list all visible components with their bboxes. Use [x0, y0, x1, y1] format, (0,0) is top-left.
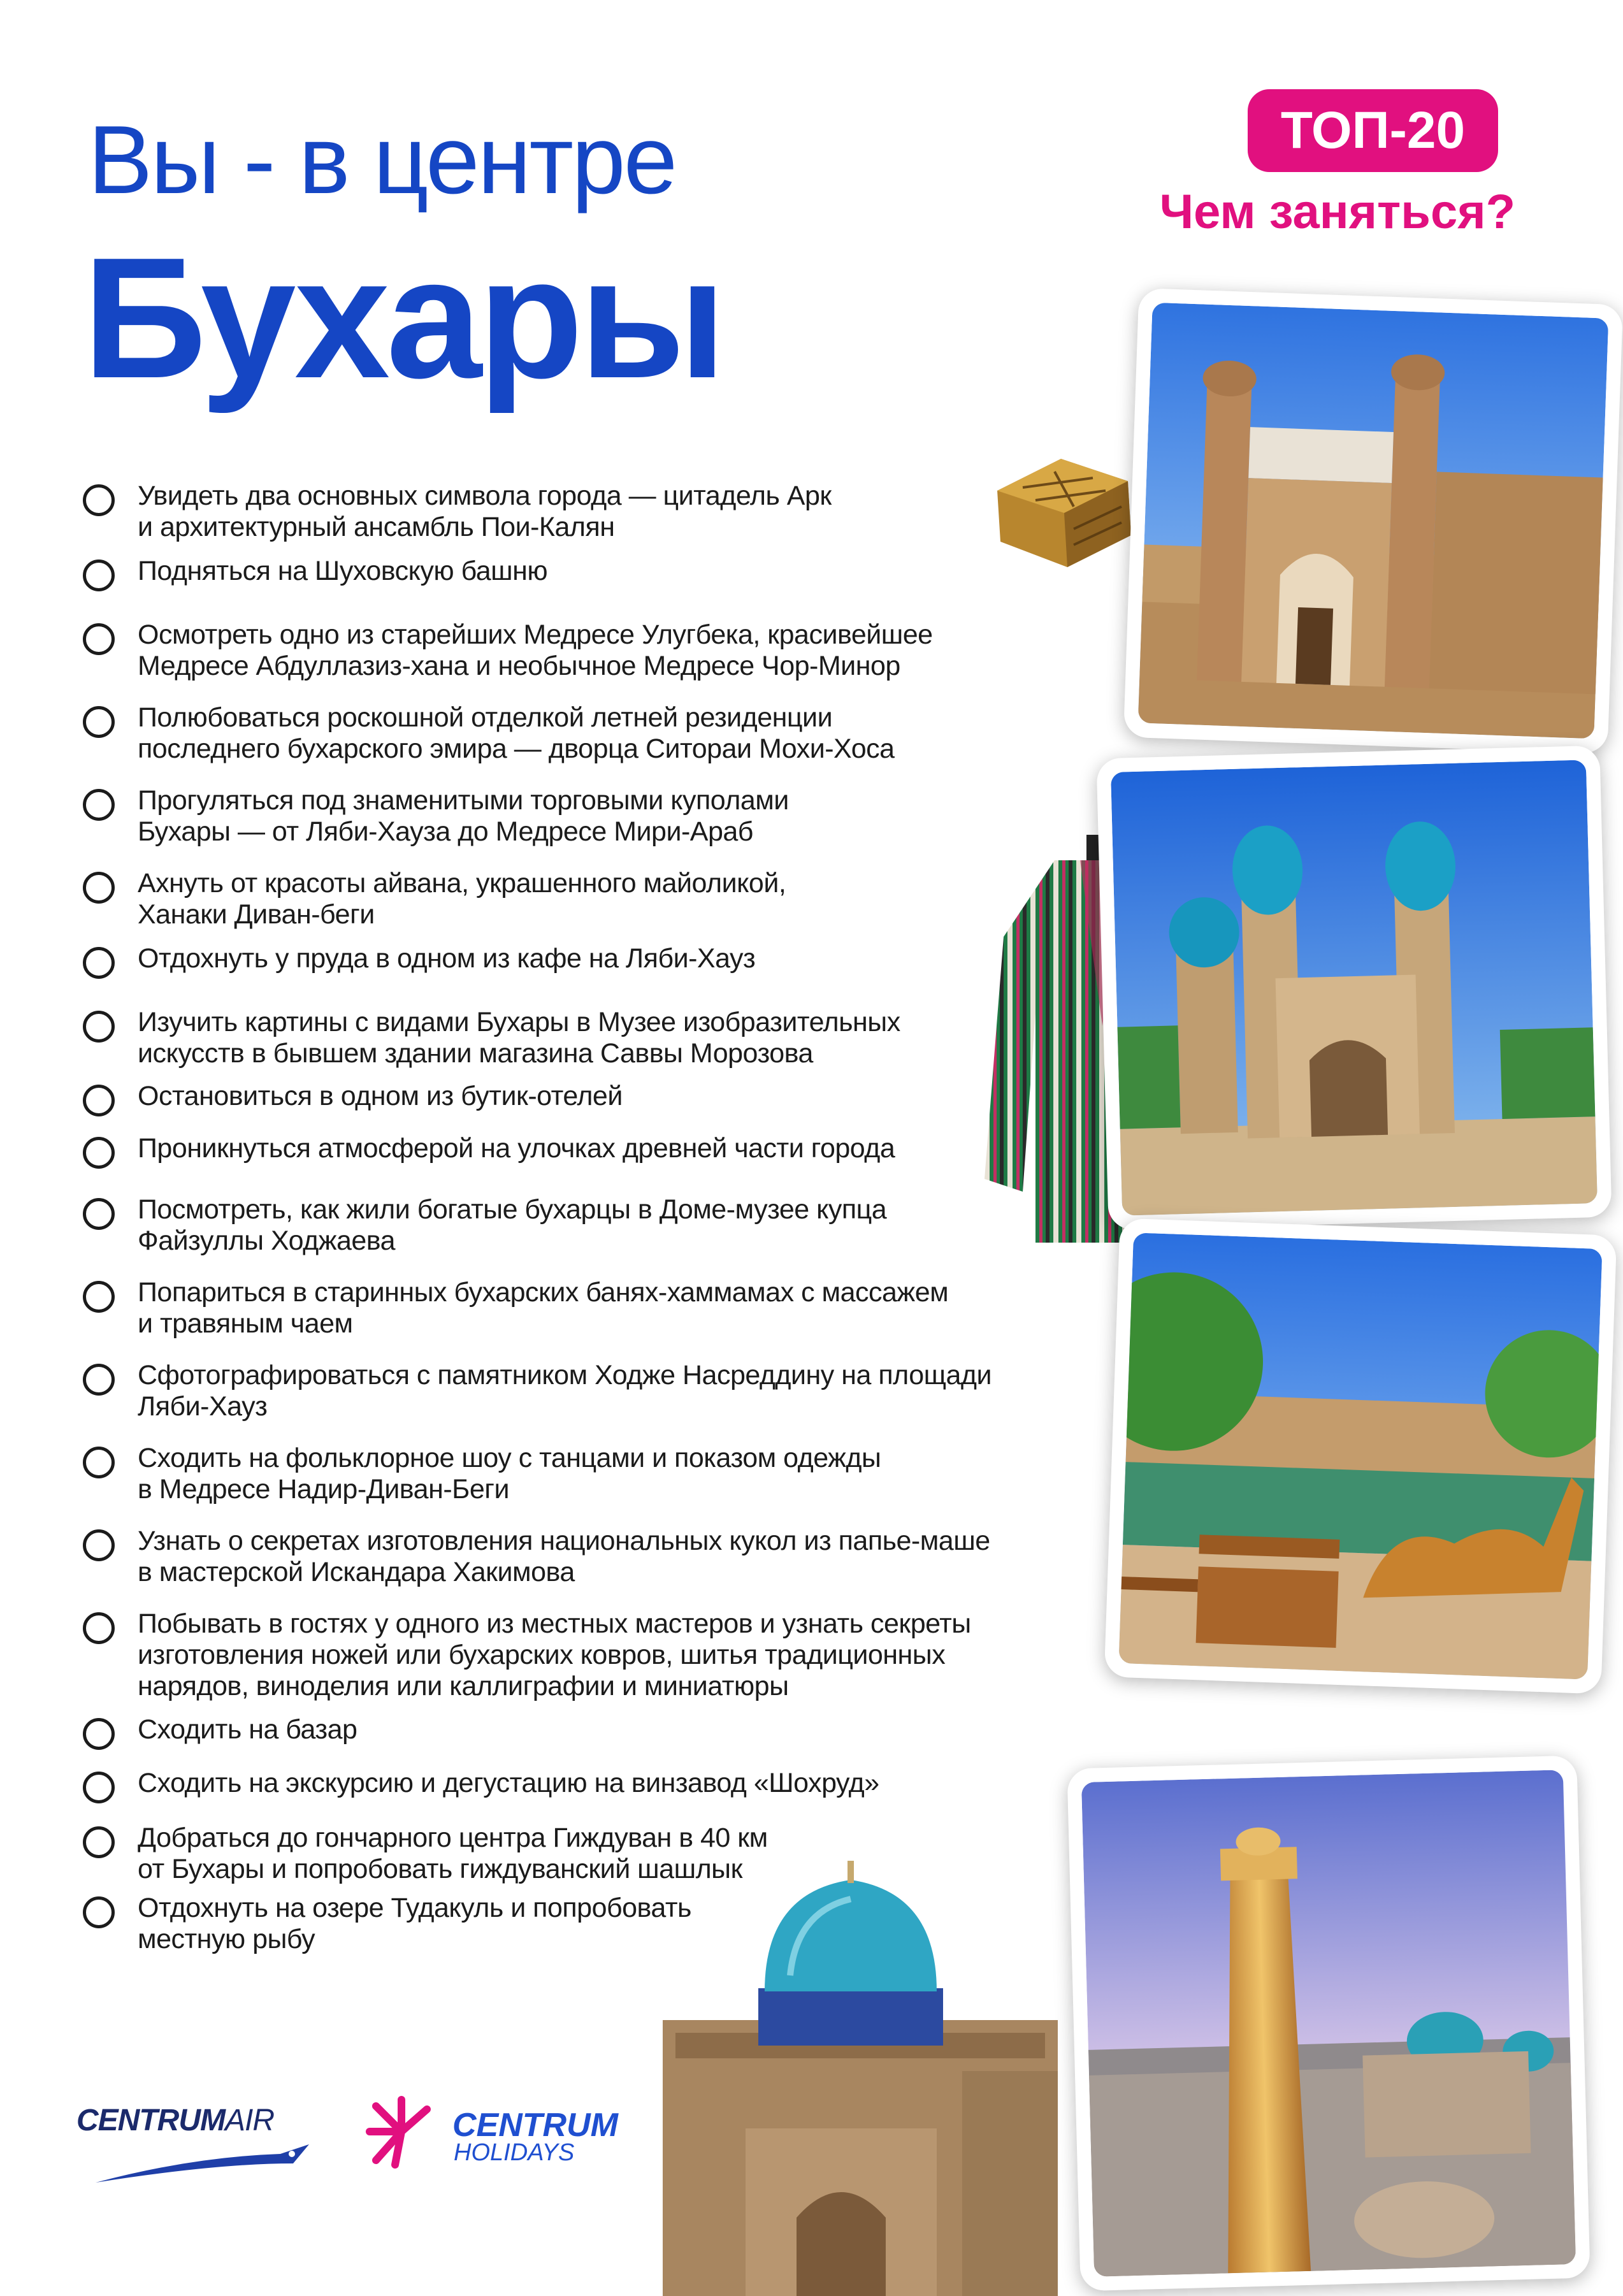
list-item-text: Остановиться в одном из бутик-отелей	[138, 1081, 623, 1111]
checkbox-circle-icon[interactable]	[83, 1826, 115, 1858]
list-item-text: Осмотреть одно из старейших Медресе Улугбека, красивейшее Медресе Абдуллазиз-хана и необычное Медресе Чор-Минор	[138, 619, 933, 681]
checkbox-circle-icon[interactable]	[83, 1896, 115, 1928]
checkbox-circle-icon[interactable]	[83, 1137, 115, 1169]
star-burst-logo-icon	[357, 2093, 446, 2170]
photo-chor-minor	[1096, 746, 1612, 1230]
checkbox-circle-icon[interactable]	[83, 947, 115, 979]
golden-box-image	[985, 446, 1137, 574]
list-item-text: Попариться в старинных бухарских банях-хаммамах с массажем и травяным чаем	[138, 1277, 949, 1339]
centrum-holidays-line2: HOLIDAYS	[454, 2139, 575, 2166]
centrum-air-bold-text: CENTRUM	[76, 2104, 225, 2137]
list-item-text: Отдохнуть на озере Тудакуль и попробовать местную рыбу	[138, 1893, 691, 1954]
page-title-line1: Вы - в центре	[88, 106, 676, 214]
checkbox-circle-icon[interactable]	[83, 1011, 115, 1043]
list-item-text: Посмотреть, как жили богатые бухарцы в Доме-музее купца Файзуллы Ходжаева	[138, 1194, 887, 1256]
list-item-text: Узнать о секретах изготовления национальных кукол из папье-маше в мастерской Искандара Хакимова	[138, 1526, 990, 1587]
list-item-text: Сходить на базар	[138, 1714, 357, 1745]
checkbox-circle-icon[interactable]	[83, 1085, 115, 1116]
checkbox-circle-icon[interactable]	[83, 1447, 115, 1478]
checkbox-circle-icon[interactable]	[83, 1281, 115, 1313]
blue-dome-mausoleum-image	[663, 1861, 1109, 2296]
top20-badge: ТОП-20	[1248, 89, 1498, 172]
list-item-text: Полюбоваться роскошной отделкой летней резиденции последнего бухарского эмира — дворца Ситораи Мохи-Хоса	[138, 702, 895, 764]
photo-ark-citadel	[1123, 288, 1623, 754]
checkbox-circle-icon[interactable]	[83, 1364, 115, 1396]
photo-lyabi-hauz	[1104, 1218, 1617, 1694]
checkbox-circle-icon[interactable]	[83, 1198, 115, 1230]
checkbox-circle-icon[interactable]	[83, 706, 115, 738]
checkbox-circle-icon[interactable]	[83, 789, 115, 821]
list-item-text: Проникнуться атмосферой на улочках древней части города	[138, 1133, 895, 1164]
list-item-text: Добраться до гончарного центра Гиждуван в 40 км от Бухары и попробовать гиждуванский шашлык	[138, 1823, 768, 1884]
checkbox-circle-icon[interactable]	[83, 872, 115, 904]
checkbox-circle-icon[interactable]	[83, 623, 115, 655]
list-item-text: Сфотографироваться с памятником Ходже Насреддину на площади Ляби-Хауз	[138, 1360, 992, 1422]
list-item-text: Изучить картины с видами Бухары в Музее изобразительных искусств в бывшем здании магазина Саввы Морозова	[138, 1007, 900, 1069]
list-item-text: Побывать в гостях у одного из местных мастеров и узнать секреты изготовления ножей или бухарских ковров, шитья традиционных нарядов, виноделия или каллиграфии и миниатюры	[138, 1608, 971, 1701]
checkbox-circle-icon[interactable]	[83, 1772, 115, 1803]
centrum-holidays-logo	[357, 2093, 650, 2170]
centrum-air-light-text: AIR	[224, 2104, 274, 2137]
list-item-text: Прогуляться под знаменитыми торговыми куполами Бухары — от Ляби-Хауза до Медресе Мири-Араб	[138, 785, 789, 847]
list-item-text: Сходить на экскурсию и дегустацию на винзавод «Шохруд»	[138, 1768, 879, 1798]
list-item-text: Увидеть два основных символа города — цитадель Арк и архитектурный ансамбль Пои-Калян	[138, 480, 832, 542]
checkbox-circle-icon[interactable]	[83, 484, 115, 516]
list-item-text: Сходить на фольклорное шоу с танцами и показом одежды в Медресе Надир-Диван-Беги	[138, 1443, 881, 1505]
list-item-text: Отдохнуть у пруда в одном из кафе на Ляби-Хауз	[138, 943, 756, 974]
checkbox-circle-icon[interactable]	[83, 1529, 115, 1561]
centrum-holidays-line1: CENTRUM	[452, 2107, 618, 2144]
centrum-air-logo	[76, 2103, 331, 2192]
photo-kalyan-minaret	[1067, 1756, 1590, 2292]
list-item-text: Подняться на Шуховскую башню	[138, 556, 548, 586]
checkbox-circle-icon[interactable]	[83, 1718, 115, 1750]
list-item-text: Ахнуть от красоты айвана, украшенного майоликой, Ханаки Диван-беги	[138, 868, 786, 930]
badge-subtitle: Чем заняться?	[1159, 185, 1515, 239]
checkbox-circle-icon[interactable]	[83, 560, 115, 591]
bird-logo-icon	[89, 2138, 319, 2189]
page-title-line2: Бухары	[83, 222, 723, 414]
checkbox-circle-icon[interactable]	[83, 1612, 115, 1644]
centrum-air-wordmark	[76, 2103, 274, 2138]
